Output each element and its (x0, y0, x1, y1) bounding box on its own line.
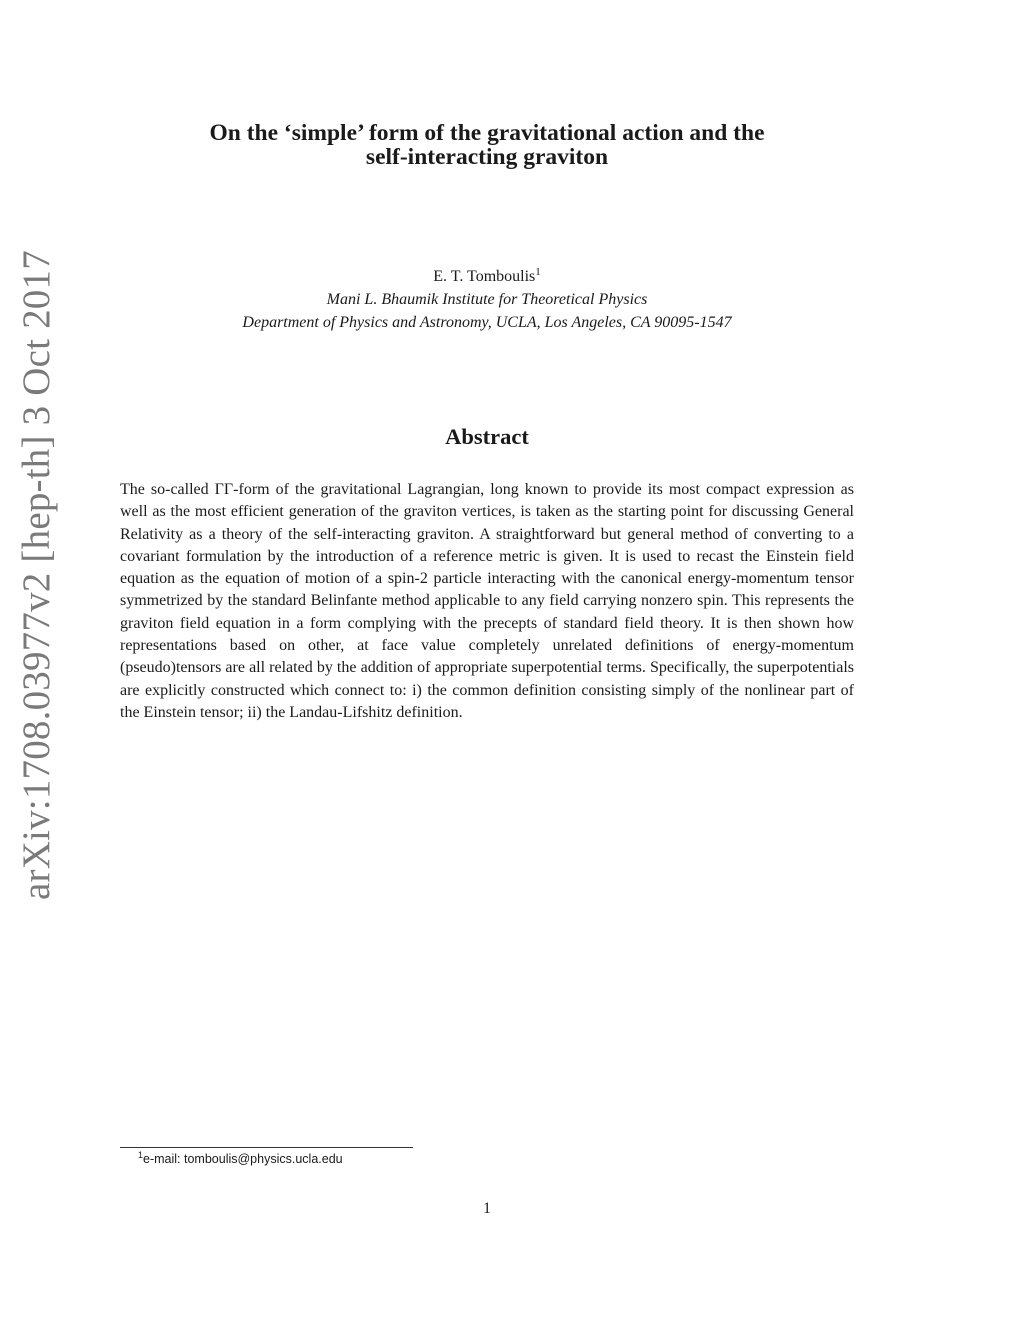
abstract-body: The so-called ΓΓ-form of the gravitational Lagrangian, long known to provide its most compact expression as well as the most efficient generation of the graviton vertices, is taken as the starting point for discussing General Relativity as a theory of the self-interacting graviton. A straightforward but general method of converting to a covariant formulation by the introduction of a reference metric is given. It is used to recast the Einstein field equation as the equation of motion of a spin-2 particle interacting with the canonical energy-momentum tensor symmetrized by the standard Belinfante method applicable to any field carrying nonzero spin. This represents the graviton field equation in a form complying with the precepts of standard field theory. It is then shown how representations based on other, at face value completely unrelated definitions of energy-momentum (pseudo)tensors are all related by the addition of appropriate superpotential terms. Specifically, the superpotentials are explicitly constructed which connect to: i) the common definition consisting simply of the nonlinear part of the Einstein tensor; ii) the Landau-Lifshitz definition. (120, 481, 854, 721)
footnote-text: e-mail: tomboulis@physics.ucla.edu (143, 1152, 343, 1166)
author-footnote-mark: 1 (535, 266, 541, 278)
footnote-mark: 1 (138, 1150, 144, 1160)
author-name: E. T. Tomboulis (433, 268, 536, 285)
author (120, 265, 854, 289)
affiliation-department: Department of Physics and Astronomy, UCLA, Los Angeles, CA 90095-1547 (242, 314, 732, 331)
title-line-2: self-interacting graviton (365, 144, 609, 170)
footnote-rule (120, 1147, 413, 1148)
arxiv-stamp: arXiv:1708.03977v2 [hep-th] 3 Oct 2017 (15, 250, 58, 900)
title-line-1: On the ‘simple’ form of the gravitational action and the (209, 120, 765, 146)
footnote (138, 1151, 343, 1167)
page-number: 1 (483, 1200, 491, 1217)
affiliation-institute: Mani L. Bhaumik Institute for Theoretical Physics (326, 291, 648, 308)
abstract-heading: Abstract (445, 424, 529, 449)
paper-title (120, 121, 854, 169)
